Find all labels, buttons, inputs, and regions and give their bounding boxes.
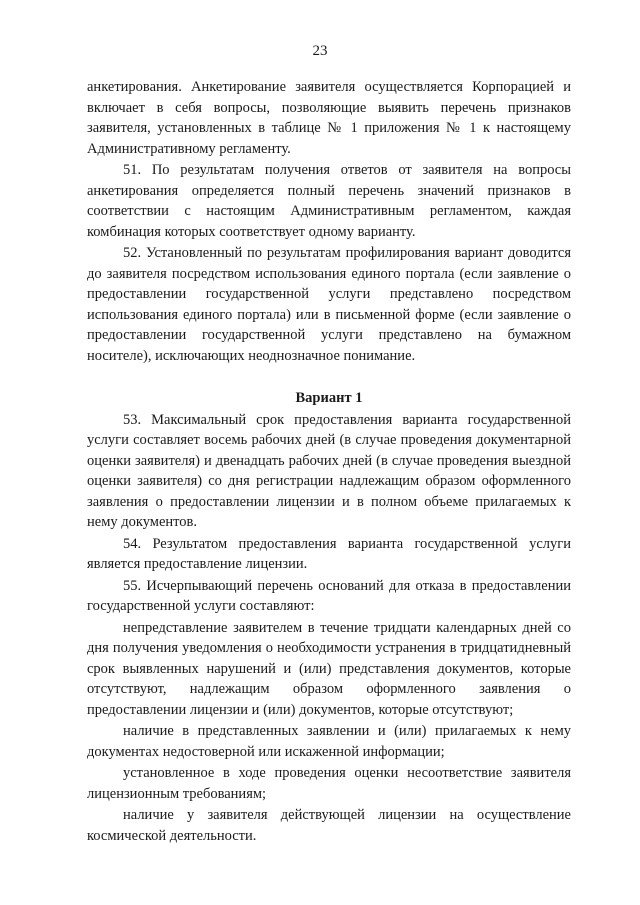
paragraph-continuation: анкетирования. Анкетирование заявителя осуществляется Корпорацией и включает в себя вопросы, позволяющие выявить перечень признаков заявителя, установленных в таблице № 1 приложения № 1 к настоящему Административному регламенту. bbox=[87, 79, 571, 157]
section-heading: Вариант 1 bbox=[295, 390, 363, 406]
document-body bbox=[87, 77, 571, 846]
paragraph-54: 54. Результатом предоставления варианта государственной услуги является предоставление лицензии. bbox=[87, 535, 571, 572]
page-number: 23 bbox=[312, 43, 328, 59]
list-item-refusal-2: наличие в представленных заявлении и (или) прилагаемых к нему документах недостоверной или искаженной информации; bbox=[87, 723, 571, 760]
list-item-refusal-1: непредставление заявителем в течение тридцати календарных дней со дня получения уведомления о необходимости устранения в тридцатидневный срок выявленных нарушений и (или) представления документов, которые отсутствуют, надлежащим образом оформленного заявления о предоставлении лицензии и (или) документов, которые отсутствуют; bbox=[87, 619, 571, 718]
list-item-refusal-4: наличие у заявителя действующей лицензии на осуществление космической деятельности. bbox=[87, 807, 571, 844]
paragraph-52: 52. Установленный по результатам профилирования вариант доводится до заявителя посредством использования единого портала (если заявление о предоставлении государственной услуги представлено посредством использования единого портала) или в письменной форме (если заявление о предоставлении государственной услуги представлено на бумажном носителе), исключающих неоднозначное понимание. bbox=[87, 245, 571, 364]
paragraph-53: 53. Максимальный срок предоставления варианта государственной услуги составляет восемь рабочих дней (в случае проведения документарной оценки заявителя) и двенадцать рабочих дней (в случае проведения выездной оценки заявителя) со дня регистрации надлежащим образом оформленного заявления о предоставлении лицензии и в полном объеме прилагаемых к нему документов. bbox=[87, 411, 571, 530]
paragraph-55: 55. Исчерпывающий перечень оснований для отказа в предоставлении государственной услуги составляют: bbox=[87, 577, 571, 614]
paragraph-51: 51. По результатам получения ответов от заявителя на вопросы анкетирования определяется полный перечень значений признаков в соответствии с настоящим Административным регламентом, каждая комбинация которых соответствует одному варианту. bbox=[87, 162, 571, 240]
list-item-refusal-3: установленное в ходе проведения оценки несоответствие заявителя лицензионным требованиям; bbox=[87, 765, 571, 802]
